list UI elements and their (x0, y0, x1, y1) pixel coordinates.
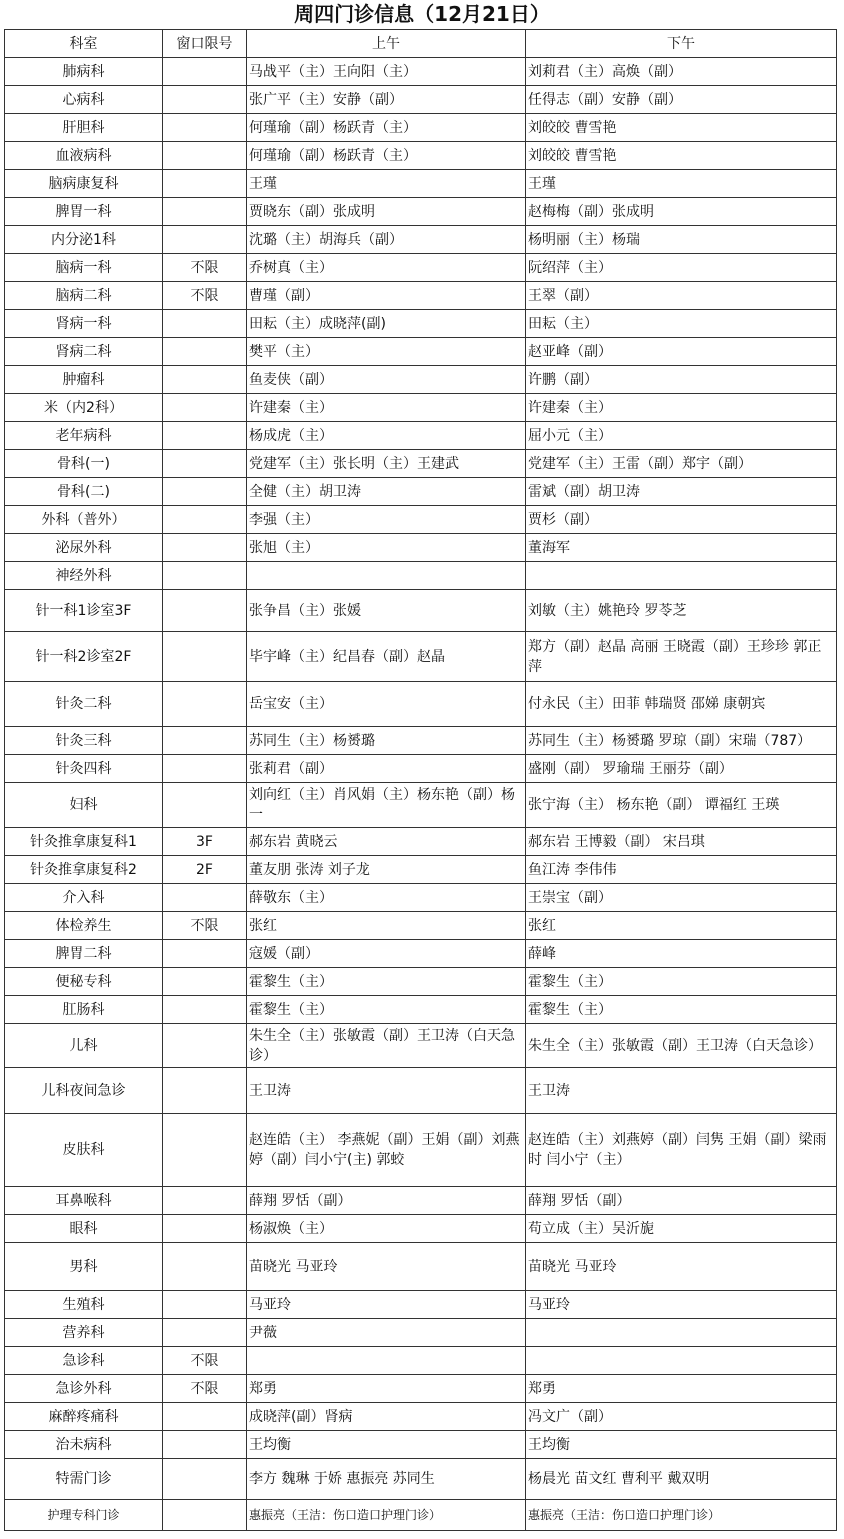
morning-cell: 张广平（主）安静（副） (247, 86, 526, 114)
dept-cell: 眼科 (5, 1215, 163, 1243)
morning-cell: 沈璐（主）胡海兵（副） (247, 226, 526, 254)
afternoon-cell: 赵梅梅（副）张成明 (526, 198, 837, 226)
table-row (5, 282, 837, 310)
dept-cell: 外科（普外） (5, 506, 163, 534)
afternoon-cell: 苟立成（主）吴沂旎 (526, 1215, 837, 1243)
dept-cell: 肝胆科 (5, 114, 163, 142)
afternoon-cell: 刘皎皎 曹雪艳 (526, 142, 837, 170)
table-row (5, 856, 837, 884)
window-limit-cell: 不限 (163, 254, 247, 282)
table-row (5, 1291, 837, 1319)
dept-cell: 营养科 (5, 1319, 163, 1347)
morning-cell: 杨成虎（主） (247, 422, 526, 450)
window-limit-cell (163, 422, 247, 450)
morning-cell: 党建军（主）张长明（主）王建武 (247, 450, 526, 478)
table-row (5, 1068, 837, 1114)
morning-cell: 许建秦（主） (247, 394, 526, 422)
table-row (5, 1500, 837, 1531)
dept-cell: 肛肠科 (5, 996, 163, 1024)
morning-cell: 朱生全（主）张敏霞（副）王卫涛（白天急诊） (247, 1024, 526, 1068)
afternoon-cell: 许鹏（副） (526, 366, 837, 394)
afternoon-cell: 张红 (526, 912, 837, 940)
window-limit-cell (163, 727, 247, 755)
dept-cell: 脑病一科 (5, 254, 163, 282)
afternoon-cell: 苏同生（主）杨赟璐 罗琼（副）宋瑞（787） (526, 727, 837, 755)
morning-cell: 董友朋 张涛 刘子龙 (247, 856, 526, 884)
table-body (5, 58, 837, 1531)
afternoon-cell: 苗晓光 马亚玲 (526, 1243, 837, 1291)
afternoon-cell: 赵连皓（主）刘燕婷（副）闫隽 王娟（副）梁雨时 闫小宁（主） (526, 1114, 837, 1187)
window-limit-cell (163, 226, 247, 254)
table-row (5, 114, 837, 142)
morning-cell: 郑勇 (247, 1375, 526, 1403)
dept-cell: 脾胃一科 (5, 198, 163, 226)
morning-cell (247, 1347, 526, 1375)
window-limit-cell (163, 478, 247, 506)
morning-cell: 王卫涛 (247, 1068, 526, 1114)
afternoon-cell: 刘皎皎 曹雪艳 (526, 114, 837, 142)
table-row (5, 1215, 837, 1243)
table-row (5, 310, 837, 338)
window-limit-cell (163, 198, 247, 226)
afternoon-cell: 杨晨光 苗文红 曹利平 戴双明 (526, 1459, 837, 1500)
afternoon-cell: 王均衡 (526, 1431, 837, 1459)
dept-cell: 针灸二科 (5, 682, 163, 727)
dept-cell: 男科 (5, 1243, 163, 1291)
table-row (5, 912, 837, 940)
window-limit-cell (163, 506, 247, 534)
dept-cell: 针灸推拿康复科1 (5, 828, 163, 856)
header-dept: 科室 (5, 30, 163, 58)
morning-cell: 何瑾瑜（副）杨跃青（主） (247, 142, 526, 170)
window-limit-cell (163, 996, 247, 1024)
afternoon-cell: 郑方（副）赵晶 高丽 王晓霞（副）王珍珍 郭正萍 (526, 632, 837, 682)
afternoon-cell: 郑勇 (526, 1375, 837, 1403)
morning-cell: 樊平（主） (247, 338, 526, 366)
window-limit-cell (163, 1403, 247, 1431)
morning-cell: 寇媛（副） (247, 940, 526, 968)
morning-cell: 张红 (247, 912, 526, 940)
table-row (5, 534, 837, 562)
window-limit-cell: 不限 (163, 282, 247, 310)
window-limit-cell (163, 170, 247, 198)
window-limit-cell: 不限 (163, 1375, 247, 1403)
table-row (5, 996, 837, 1024)
dept-cell: 肺病科 (5, 58, 163, 86)
dept-cell: 针灸四科 (5, 755, 163, 783)
afternoon-cell (526, 1347, 837, 1375)
clinic-schedule-table (4, 29, 837, 1531)
morning-cell: 鱼麦侠（副） (247, 366, 526, 394)
table-row (5, 1024, 837, 1068)
table-row (5, 940, 837, 968)
table-row (5, 968, 837, 996)
table-row (5, 884, 837, 912)
dept-cell: 妇科 (5, 783, 163, 828)
window-limit-cell (163, 338, 247, 366)
window-limit-cell: 不限 (163, 1347, 247, 1375)
page-title: 周四门诊信息（12月21日） (294, 2, 550, 26)
table-row (5, 1243, 837, 1291)
afternoon-cell: 盛刚（副） 罗瑜瑞 王丽芬（副） (526, 755, 837, 783)
morning-cell: 霍黎生（主） (247, 996, 526, 1024)
afternoon-cell: 霍黎生（主） (526, 968, 837, 996)
dept-cell: 儿科夜间急诊 (5, 1068, 163, 1114)
afternoon-cell: 贾杉（副） (526, 506, 837, 534)
table-row (5, 590, 837, 632)
window-limit-cell (163, 1319, 247, 1347)
morning-cell (247, 562, 526, 590)
morning-cell: 赵连皓（主） 李燕妮（副）王娟（副）刘燕婷（副）闫小宁(主) 郭蛟 (247, 1114, 526, 1187)
window-limit-cell (163, 632, 247, 682)
afternoon-cell (526, 562, 837, 590)
table-row (5, 1187, 837, 1215)
table-row (5, 682, 837, 727)
window-limit-cell (163, 755, 247, 783)
morning-cell: 何瑾瑜（副）杨跃青（主） (247, 114, 526, 142)
afternoon-cell: 冯文广（副） (526, 1403, 837, 1431)
table-row (5, 478, 837, 506)
dept-cell: 脑病康复科 (5, 170, 163, 198)
morning-cell: 杨淑焕（主） (247, 1215, 526, 1243)
afternoon-cell: 王卫涛 (526, 1068, 837, 1114)
window-limit-cell (163, 968, 247, 996)
window-limit-cell (163, 1215, 247, 1243)
afternoon-cell: 郝东岩 王博毅（副） 宋吕琪 (526, 828, 837, 856)
afternoon-cell: 雷斌（副）胡卫涛 (526, 478, 837, 506)
afternoon-cell: 薛峰 (526, 940, 837, 968)
dept-cell: 特需门诊 (5, 1459, 163, 1500)
window-limit-cell (163, 1024, 247, 1068)
table-row (5, 226, 837, 254)
window-limit-cell: 不限 (163, 912, 247, 940)
afternoon-cell: 刘莉君（主）高焕（副） (526, 58, 837, 86)
table-row (5, 198, 837, 226)
dept-cell: 米（内2科） (5, 394, 163, 422)
afternoon-cell: 鱼江涛 李伟伟 (526, 856, 837, 884)
window-limit-cell (163, 394, 247, 422)
window-limit-cell (163, 1431, 247, 1459)
morning-cell: 王瑾 (247, 170, 526, 198)
window-limit-cell (163, 1291, 247, 1319)
morning-cell: 李强（主） (247, 506, 526, 534)
window-limit-cell (163, 590, 247, 632)
morning-cell: 马亚玲 (247, 1291, 526, 1319)
window-limit-cell (163, 562, 247, 590)
morning-cell: 田耘（主）成晓萍(副) (247, 310, 526, 338)
dept-cell: 脾胃二科 (5, 940, 163, 968)
morning-cell: 郝东岩 黄晓云 (247, 828, 526, 856)
header-window-limit: 窗口限号 (163, 30, 247, 58)
dept-cell: 便秘专科 (5, 968, 163, 996)
afternoon-cell: 王瑾 (526, 170, 837, 198)
table-row (5, 1375, 837, 1403)
table-header-row (5, 30, 837, 58)
window-limit-cell: 2F (163, 856, 247, 884)
afternoon-cell: 阮绍萍（主） (526, 254, 837, 282)
window-limit-cell (163, 86, 247, 114)
table-row (5, 142, 837, 170)
table-row (5, 1347, 837, 1375)
table-row (5, 562, 837, 590)
table-row (5, 86, 837, 114)
window-limit-cell (163, 142, 247, 170)
table-row (5, 1403, 837, 1431)
dept-cell: 儿科 (5, 1024, 163, 1068)
afternoon-cell: 屈小元（主） (526, 422, 837, 450)
window-limit-cell (163, 682, 247, 727)
table-row (5, 783, 837, 828)
dept-cell: 老年病科 (5, 422, 163, 450)
table-row (5, 727, 837, 755)
dept-cell: 皮肤科 (5, 1114, 163, 1187)
afternoon-cell: 付永民（主）田菲 韩瑞贤 邵娣 康朝宾 (526, 682, 837, 727)
dept-cell: 急诊外科 (5, 1375, 163, 1403)
dept-cell: 肿瘤科 (5, 366, 163, 394)
afternoon-cell: 惠振亮（王洁：伤口造口护理门诊） (526, 1500, 837, 1531)
window-limit-cell (163, 1114, 247, 1187)
afternoon-cell: 马亚玲 (526, 1291, 837, 1319)
morning-cell: 张莉君（副） (247, 755, 526, 783)
afternoon-cell: 董海军 (526, 534, 837, 562)
window-limit-cell (163, 114, 247, 142)
window-limit-cell (163, 1500, 247, 1531)
dept-cell: 泌尿外科 (5, 534, 163, 562)
afternoon-cell: 薛翔 罗恬（副） (526, 1187, 837, 1215)
window-limit-cell (163, 1068, 247, 1114)
morning-cell: 张争昌（主）张媛 (247, 590, 526, 632)
dept-cell: 急诊科 (5, 1347, 163, 1375)
window-limit-cell (163, 534, 247, 562)
afternoon-cell: 刘敏（主）姚艳玲 罗苓芝 (526, 590, 837, 632)
window-limit-cell (163, 1459, 247, 1500)
dept-cell: 针一科1诊室3F (5, 590, 163, 632)
window-limit-cell (163, 884, 247, 912)
afternoon-cell: 杨明丽（主）杨瑞 (526, 226, 837, 254)
table-row (5, 1319, 837, 1347)
dept-cell: 针灸推拿康复科2 (5, 856, 163, 884)
dept-cell: 神经外科 (5, 562, 163, 590)
window-limit-cell: 3F (163, 828, 247, 856)
morning-cell: 尹薇 (247, 1319, 526, 1347)
dept-cell: 心病科 (5, 86, 163, 114)
dept-cell: 肾病二科 (5, 338, 163, 366)
dept-cell: 内分泌1科 (5, 226, 163, 254)
afternoon-cell: 王翠（副） (526, 282, 837, 310)
morning-cell: 毕宇峰（主）纪昌春（副）赵晶 (247, 632, 526, 682)
afternoon-cell (526, 1319, 837, 1347)
afternoon-cell: 朱生全（主）张敏霞（副）王卫涛（白天急诊） (526, 1024, 837, 1068)
morning-cell: 李方 魏琳 于娇 惠振亮 苏同生 (247, 1459, 526, 1500)
table-row (5, 170, 837, 198)
morning-cell: 惠振亮（王洁：伤口造口护理门诊） (247, 1500, 526, 1531)
table-row (5, 1431, 837, 1459)
afternoon-cell: 张宁海（主） 杨东艳（副） 谭福红 王瑛 (526, 783, 837, 828)
morning-cell: 马战平（主）王向阳（主） (247, 58, 526, 86)
table-row (5, 450, 837, 478)
afternoon-cell: 田耘（主） (526, 310, 837, 338)
morning-cell: 薛敬东（主） (247, 884, 526, 912)
dept-cell: 介入科 (5, 884, 163, 912)
morning-cell: 成晓萍(副）肾病 (247, 1403, 526, 1431)
dept-cell: 麻醉疼痛科 (5, 1403, 163, 1431)
morning-cell: 王均衡 (247, 1431, 526, 1459)
window-limit-cell (163, 940, 247, 968)
morning-cell: 全健（主）胡卫涛 (247, 478, 526, 506)
window-limit-cell (163, 450, 247, 478)
table-row (5, 1114, 837, 1187)
afternoon-cell: 任得志（副）安静（副） (526, 86, 837, 114)
afternoon-cell: 王崇宝（副） (526, 884, 837, 912)
table-row (5, 366, 837, 394)
window-limit-cell (163, 366, 247, 394)
table-row (5, 254, 837, 282)
dept-cell: 血液病科 (5, 142, 163, 170)
dept-cell: 耳鼻喉科 (5, 1187, 163, 1215)
table-row (5, 755, 837, 783)
dept-cell: 肾病一科 (5, 310, 163, 338)
afternoon-cell: 霍黎生（主） (526, 996, 837, 1024)
morning-cell: 苗晓光 马亚玲 (247, 1243, 526, 1291)
morning-cell: 张旭（主） (247, 534, 526, 562)
dept-cell: 护理专科门诊 (5, 1500, 163, 1531)
dept-cell: 脑病二科 (5, 282, 163, 310)
dept-cell: 治未病科 (5, 1431, 163, 1459)
dept-cell: 骨科(二) (5, 478, 163, 506)
morning-cell: 岳宝安（主） (247, 682, 526, 727)
morning-cell: 刘向红（主）肖风娟（主）杨东艳（副）杨一 (247, 783, 526, 828)
morning-cell: 乔树真（主） (247, 254, 526, 282)
afternoon-cell: 党建军（主）王雷（副）郑宇（副） (526, 450, 837, 478)
table-row (5, 828, 837, 856)
afternoon-cell: 赵亚峰（副） (526, 338, 837, 366)
dept-cell: 生殖科 (5, 1291, 163, 1319)
dept-cell: 针灸三科 (5, 727, 163, 755)
table-row (5, 394, 837, 422)
morning-cell: 苏同生（主）杨赟璐 (247, 727, 526, 755)
afternoon-cell: 许建秦（主） (526, 394, 837, 422)
morning-cell: 霍黎生（主） (247, 968, 526, 996)
header-afternoon: 下午 (526, 30, 837, 58)
window-limit-cell (163, 58, 247, 86)
dept-cell: 体检养生 (5, 912, 163, 940)
window-limit-cell (163, 310, 247, 338)
dept-cell: 骨科(一) (5, 450, 163, 478)
table-row (5, 632, 837, 682)
morning-cell: 薛翔 罗恬（副） (247, 1187, 526, 1215)
window-limit-cell (163, 1243, 247, 1291)
window-limit-cell (163, 1187, 247, 1215)
dept-cell: 针一科2诊室2F (5, 632, 163, 682)
table-row (5, 422, 837, 450)
table-row (5, 506, 837, 534)
morning-cell: 贾晓东（副）张成明 (247, 198, 526, 226)
table-row (5, 58, 837, 86)
table-row (5, 338, 837, 366)
table-row (5, 1459, 837, 1500)
window-limit-cell (163, 783, 247, 828)
header-morning: 上午 (247, 30, 526, 58)
morning-cell: 曹瑾（副） (247, 282, 526, 310)
